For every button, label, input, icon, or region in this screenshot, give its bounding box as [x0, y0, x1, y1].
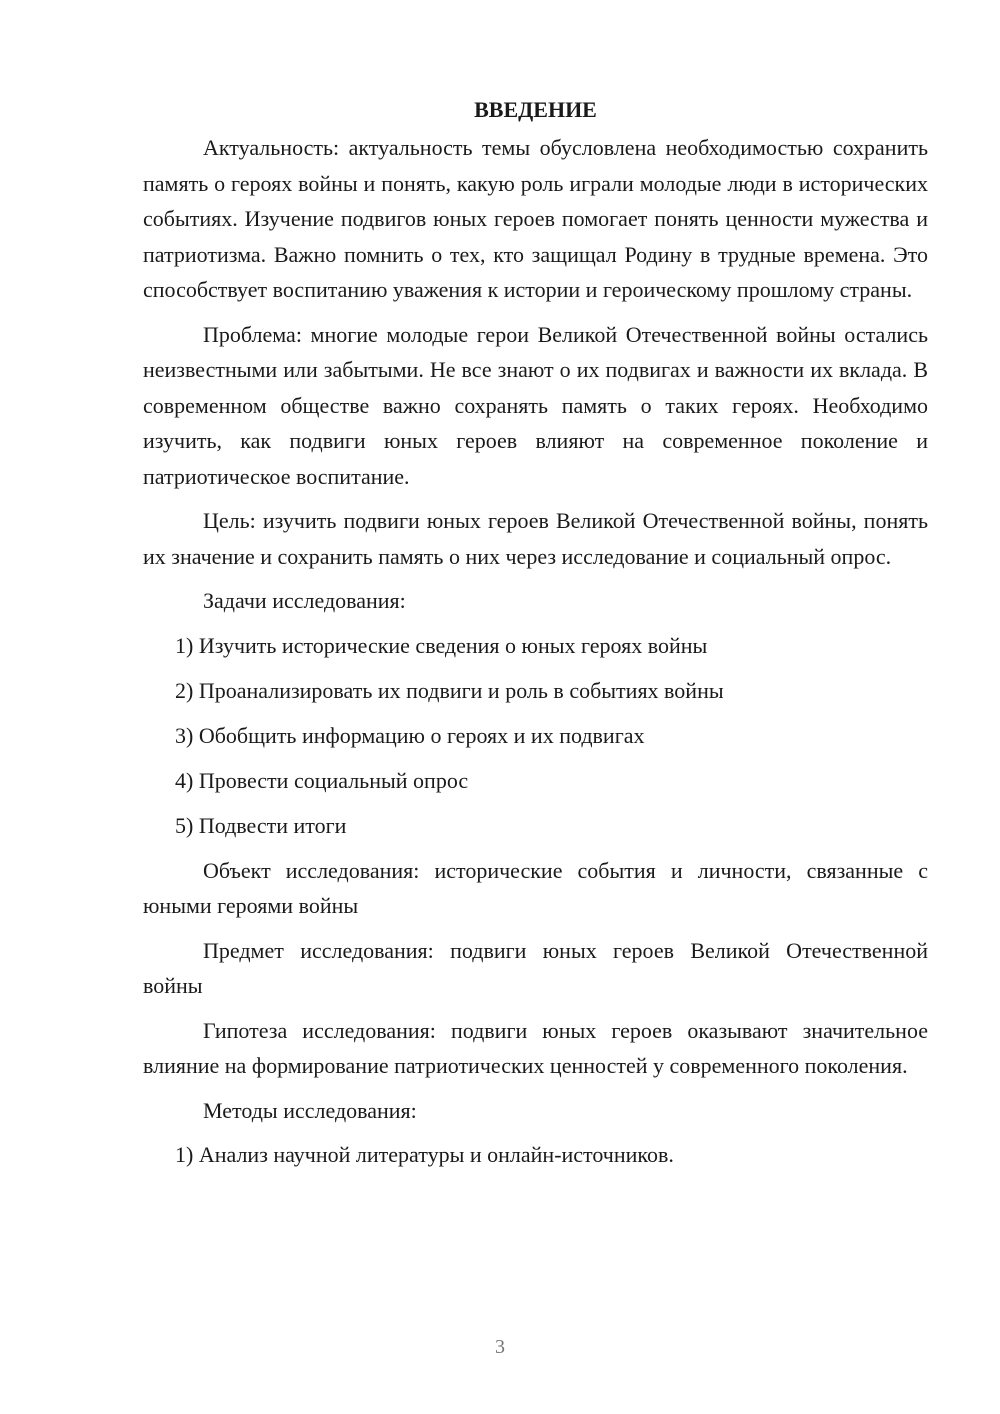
- methods-list: [143, 1137, 928, 1173]
- document-page: [143, 92, 928, 1182]
- page-number: 3: [495, 1336, 505, 1358]
- methods-heading: Методы исследования:: [203, 1097, 417, 1123]
- list-item: 5) Подвести итоги: [175, 812, 347, 838]
- list-item: 4) Провести социальный опрос: [175, 767, 469, 793]
- paragraph-relevance: Актуальность: актуальность темы обусловлена необходимостью сохранить память о героях войны и понять, какую роль играли молодые люди в исторических событиях. Изучение подвигов юных героев помогает понять ценности мужества и патриотизма. Важно помнить о тех, кто защищал Родину в трудные времена. Это способствует воспитанию уважения к истории и героическому прошлому страны.: [143, 135, 928, 302]
- paragraph-hypothesis: Гипотеза исследования: подвиги юных героев оказывают значительное влияние на формирование патриотических ценностей у современного поколения.: [143, 1017, 928, 1078]
- paragraph-subject: Предмет исследования: подвиги юных героев Великой Отечественной войны: [143, 937, 928, 998]
- paragraph-problem: Проблема: многие молодые герои Великой Отечественной войны остались неизвестными или забытыми. Не все знают о их подвигах и важности их вклада. В современном обществе важно сохранять память о таких героях. Необходимо изучить, как подвиги юных героев влияют на современное поколение и патриотическое воспитание.: [143, 321, 928, 489]
- list-item: 2) Проанализировать их подвиги и роль в событиях войны: [175, 677, 724, 703]
- paragraph-object: Объект исследования: исторические события и личности, связанные с юными героями войны: [143, 857, 928, 918]
- list-item: 1) Изучить исторические сведения о юных героях войны: [175, 632, 708, 658]
- paragraph-goal: Цель: изучить подвиги юных героев Великой Отечественной войны, понять их значение и сохранить память о них через исследование и социальный опрос.: [143, 508, 928, 569]
- page-title: ВВЕДЕНИЕ: [474, 97, 597, 122]
- tasks-list: [143, 628, 928, 844]
- list-item: 3) Обобщить информацию о героях и их подвигах: [175, 722, 645, 748]
- tasks-heading: Задачи исследования:: [203, 588, 406, 613]
- list-item: 1) Анализ научной литературы и онлайн-источников.: [175, 1142, 674, 1167]
